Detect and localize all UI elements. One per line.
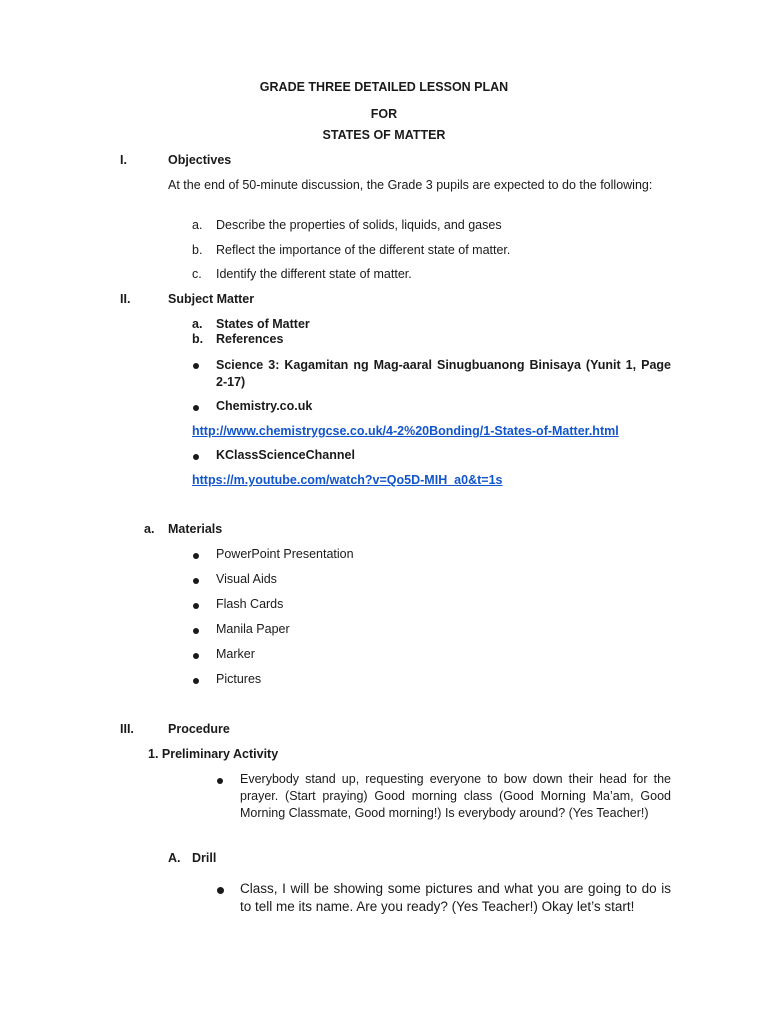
title-line-1: GRADE THREE DETAILED LESSON PLAN (259, 80, 509, 94)
objective-letter: a. (192, 218, 203, 232)
bullet-icon (193, 628, 199, 634)
objectives-numeral: I. (120, 153, 127, 167)
drill-text: Class, I will be showing some pictures and what you are going to do is to tell me its name. Are you ready? (Yes Teacher!) Okay let’s start! (240, 881, 671, 914)
material-item: Flash Cards (216, 597, 284, 611)
material-item: PowerPoint Presentation (216, 547, 354, 561)
subject-a-letter: a. (192, 317, 203, 331)
objective-item: Describe the properties of solids, liquids, and gases (216, 218, 502, 232)
reference-item: KClassScienceChannel (216, 448, 355, 462)
drill-heading: Drill (192, 851, 217, 865)
objectives-intro: At the end of 50-minute discussion, the Grade 3 pupils are expected to do the following: (168, 178, 653, 192)
bullet-icon (193, 603, 199, 609)
subject-b-letter: b. (192, 332, 204, 346)
subject-heading: Subject Matter (168, 292, 255, 306)
objective-item: Reflect the importance of the different state of matter. (216, 243, 511, 257)
material-item: Pictures (216, 672, 262, 686)
bullet-icon (217, 778, 223, 784)
materials-letter: a. (144, 522, 155, 536)
reference-link[interactable]: http://www.chemistrygcse.co.uk/4-2%20Bonding/1-States-of-Matter.html (192, 424, 619, 438)
material-item: Manila Paper (216, 622, 290, 636)
objective-item: Identify the different state of matter. (216, 267, 412, 281)
material-item: Visual Aids (216, 572, 277, 586)
bullet-icon (217, 887, 224, 894)
title-line-3: STATES OF MATTER (322, 128, 446, 142)
bullet-icon (193, 553, 199, 559)
procedure-numeral: III. (120, 722, 134, 736)
reference-item: Science 3: Kagamitan ng Mag-aaral Sinugbuanong Binisaya (Yunit 1, Page 2-17) (216, 358, 671, 389)
bullet-icon (193, 454, 199, 460)
procedure-heading: Procedure (168, 722, 230, 736)
drill-letter: A. (168, 851, 181, 865)
prayer-text: Everybody stand up, requesting everyone to bow down their head for the prayer. (Start praying) Good morning class (Good Morning Ma’am, Good Morning Classmate, Good morning!) Is everybody around? (Yes Teacher!) (240, 772, 671, 820)
material-item: Marker (216, 647, 255, 661)
objective-letter: c. (192, 267, 202, 281)
subject-numeral: II. (120, 292, 131, 306)
materials-heading: Materials (168, 522, 223, 536)
bullet-icon (193, 363, 199, 369)
bullet-icon (193, 678, 199, 684)
bullet-icon (193, 578, 199, 584)
subject-b-text: References (216, 332, 284, 346)
title-line-2: FOR (370, 107, 398, 121)
reference-item: Chemistry.co.uk (216, 399, 313, 413)
bullet-icon (193, 405, 199, 411)
objective-letter: b. (192, 243, 203, 257)
subject-a-text: States of Matter (216, 317, 310, 331)
preliminary-activity-heading: 1. Preliminary Activity (148, 747, 279, 761)
bullet-icon (193, 653, 199, 659)
objectives-heading: Objectives (168, 153, 232, 167)
reference-link[interactable]: https://m.youtube.com/watch?v=Qo5D-MIH_a0&t=1s (192, 473, 503, 487)
